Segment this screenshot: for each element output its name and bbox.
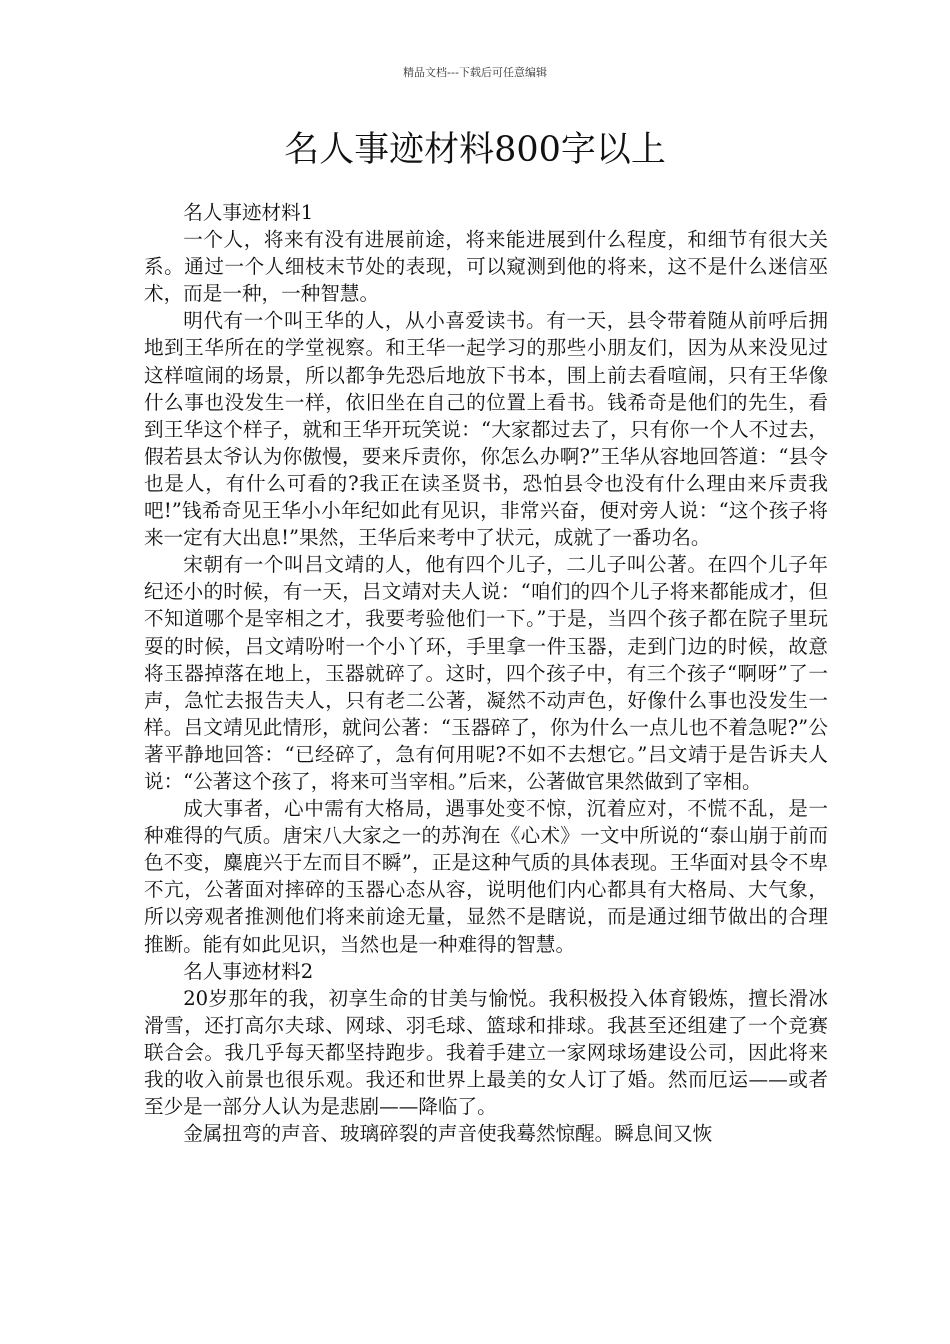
paragraph: 宋朝有一个叫吕文靖的人，他有四个儿子，二儿子叫公著。在四个儿子年纪还小的时候，有一天，吕文靖对夫人说：“咱们的四个儿子将来都能成才，但不知道哪个是宰相之才，我要考验他们一下。”于是，当四个孩子都在院子里玩耍的时候，吕文靖吩咐一个小丫环，手里拿一件玉器，走到门边的时候，故意将玉器掉落在地上，玉器就碎了。这时，四个孩子中，有三个孩子“啊呀”了一声，急忙去报告夫人，只有老二公著，凝然不动声色，好像什么事也没发生一样。吕文靖见此情形，就问公著：“玉器碎了，你为什么一点儿也不着急呢?”公著平静地回答：“已经碎了，急有何用呢?不如不去想它。”吕文靖于是告诉夫人说：“公著这个孩了，将来可当宰相。”后来，公著做官果然做到了宰相。 (144, 553, 828, 793)
section-heading-2: 名人事迹材料2 (183, 959, 314, 983)
document-title: 名人事迹材料800字以上 (284, 130, 666, 170)
section-heading-1: 名人事迹材料1 (183, 201, 314, 224)
paragraph: 明代有一个叫王华的人，从小喜爱读书。有一天，县令带着随从前呼后拥地到王华所在的学堂视察。和王华一起学习的那些小朋友们，因为从来没见过这样喧闹的场景，所以都争先恐后地放下书本，围上前去看喧闹，只有王华像什么事也没发生一样，依旧坐在自己的位置上看书。钱希奇是他们的先生，看到王华这个样子，就和王华开玩笑说：“大家都过去了，只有你一个人不过去，假若县太爷认为你傲慢，要来斥责你，你怎么办啊?”王华从容地回答道：“县令也是人，有什么可看的?我正在读圣贤书，恐怕县令也没有什么理由来斥责我吧!”钱希奇见王华小小年纪如此有见识，非常兴奋，便对旁人说：“这个孩子将来一定有大出息!”果然，王华后来考中了状元，成就了一番功名。 (144, 309, 828, 550)
paragraph: 成大事者，心中需有大格局，遇事处变不惊，沉着应对，不慌不乱，是一种难得的气质。唐宋八大家之一的苏洵在《心术》一文中所说的“泰山崩于前而色不变，麋鹿兴于左而目不瞬”，正是这种气质的具体表现。王华面对县令不卑不亢，公著面对摔碎的玉器心态从容，说明他们内心都具有大格局、大气象，所以旁观者推测他们将来前途无量，显然不是瞎说，而是通过细节做出的合理推断。能有如此见识，当然也是一种难得的智慧。 (144, 797, 828, 956)
paragraph: 20岁那年的我，初享生命的甘美与愉悦。我积极投入体育锻炼，擅长滑冰滑雪，还打高尔夫球、网球、羽毛球、篮球和排球。我甚至还组建了一个竞赛联合会。我几乎每天都坚持跑步。我着手建立一家网球场建设公司，因此将来我的收入前景也很乐观。我还和世界上最美的女人订了婚。然而厄运——或者至少是一部分人认为是悲剧——降临了。 (144, 986, 828, 1119)
paragraph: 金属扭弯的声音、玻璃碎裂的声音使我蓦然惊醒。瞬息间又恢 (183, 1122, 713, 1146)
paragraph: 一个人，将来有没有进展前途，将来能进展到什么程度，和细节有很大关系。通过一个人细枝末节处的表现，可以窥测到他的将来，这不是什么迷信巫术，而是一种，一种智慧。 (144, 228, 828, 306)
document-body (144, 199, 828, 1147)
page-header-note: 精品文档---下载后可任意编辑 (403, 66, 547, 79)
